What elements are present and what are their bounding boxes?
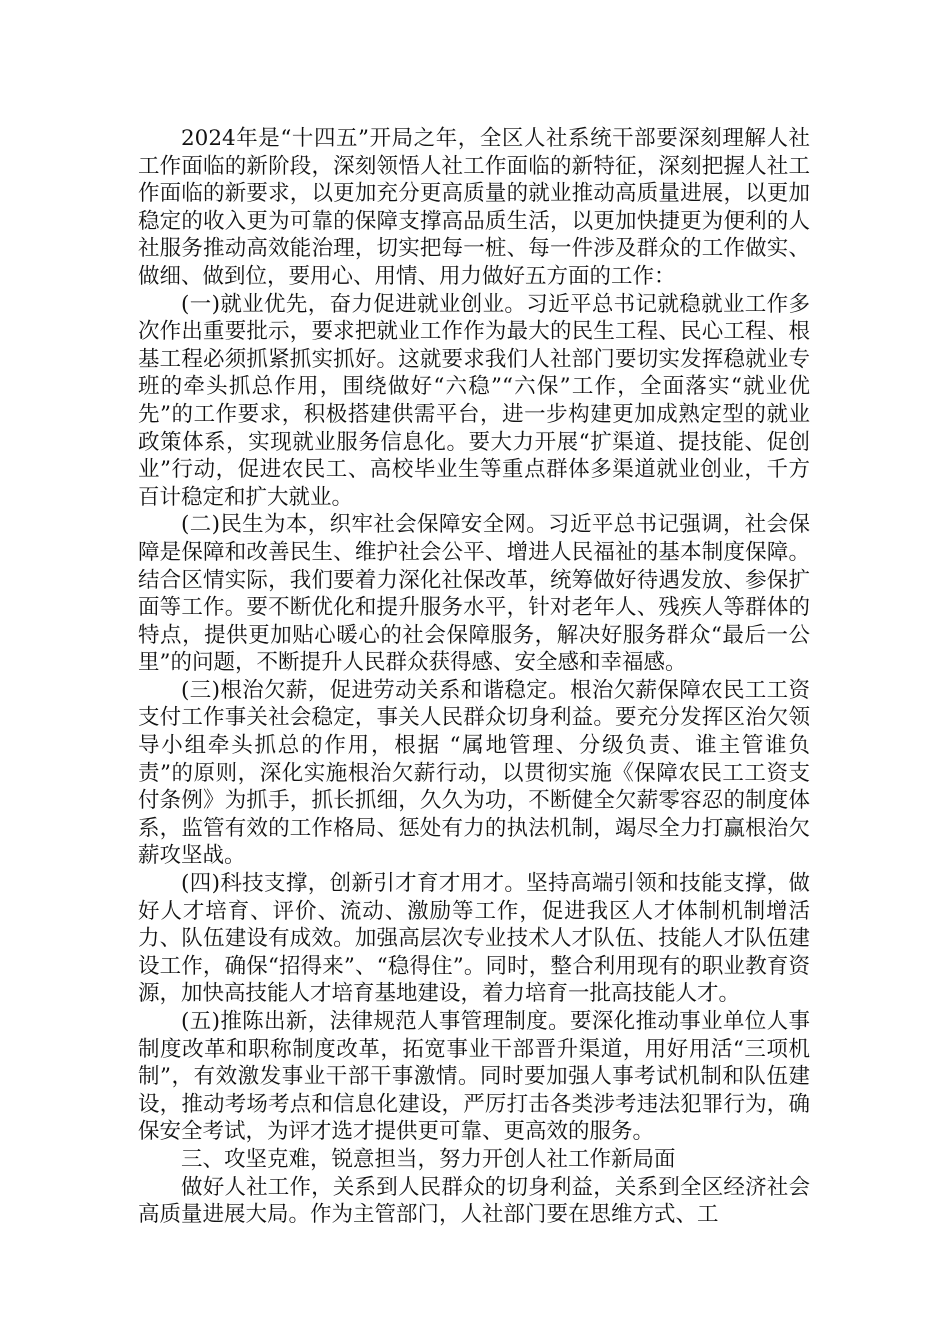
section-wage-arrears-paragraph: (三)根治欠薪，促进劳动关系和谐稳定。根治欠薪保障农民工工资支付工作事关社会稳定，事关人民群众切身利益。要充分发挥区治欠领导小组牵头抓总的作用，根据 “属地管理、分级负责、谁主管谁负责”的原则，深化实施根治欠薪行动，以贯彻实施《保障农民工工资支付条例》为抓手，抓长抓细，久久为功，不断健全欠薪零容忍的制度体系，监管有效的工作格局、惩处有力的执法机制，竭尽全力打赢根治欠薪攻坚战。 — [138, 677, 810, 869]
section-talent-paragraph: (四)科技支撑，创新引才育才用才。坚持高端引领和技能支撑，做好人才培育、评价、流动、激励等工作，促进我区人才体制机制增活力、队伍建设有成效。加强高层次专业技术人才队伍、技能人才队伍建设工作，确保“招得来”、“稳得住”。同时，整合利用现有的职业教育资源，加快高技能人才培育基地建设，着力培育一批高技能人才。 — [138, 871, 810, 1007]
chapter-heading: 三、攻坚克难，锐意担当，努力开创人社工作新局面 — [181, 1146, 676, 1172]
section-social-security-paragraph: (二)民生为本，织牢社会保障安全网。习近平总书记强调，社会保障是保障和改善民生、维护社会公平、增进人民福祉的基本制度保障。结合区情实际，我们要着力深化社保改革，统筹做好待遇发放、参保扩面等工作。要不断优化和提升服务水平，针对老年人、残疾人等群体的特点，提供更加贴心暖心的社会保障服务，解决好服务群众“最后一公里”的问题，不断提升人民群众获得感、安全感和幸福感。 — [138, 512, 810, 676]
section-employment-paragraph: (一)就业优先，奋力促进就业创业。习近平总书记就稳就业工作多次作出重要批示，要求把就业工作作为最大的民生工程、民心工程、根基工程必须抓紧抓实抓好。这就要求我们人社部门要切实发挥稳就业专班的牵头抓总作用，围绕做好“六稳”“六保”工作，全面落实“就业优先”的工作要求，积极搭建供需平台，进一步构建更加成熟定型的就业政策体系，实现就业服务信息化。要大力开展“扩渠道、提技能、促创业”行动，促进农民工、高校毕业生等重点群体多渠道就业创业，千方百计稳定和扩大就业。 — [138, 291, 810, 510]
intro-paragraph: 2024年是“十四五”开局之年，全区人社系统干部要深刻理解人社工作面临的新阶段，深刻领悟人社工作面临的新特征，深刻把握人社工作面临的新要求，以更加充分更高质量的就业推动高质量进展，以更加稳定的收入更为可靠的保障支撑高品质生活，以更加快捷更为便利的人社服务推动高效能治理，切实把每一桩、每一件涉及群众的工作做实、做细、做到位，要用心、用情、用力做好五方面的工作： — [138, 126, 810, 289]
closing-paragraph: 做好人社工作，关系到人民群众的切身利益，关系到全区经济社会高质量进展大局。作为主管部门，人社部门要在思维方式、工 — [138, 1174, 810, 1228]
document-page — [138, 125, 810, 1229]
section-personnel-paragraph: (五)推陈出新，法律规范人事管理制度。要深化推动事业单位人事制度改革和职称制度改革，拓宽事业干部晋升渠道，用好用活“三项机制”，有效激发事业干部干事激情。同时要加强人事考试机制和队伍建设，推动考场考点和信息化建设，严厉打击各类涉考违法犯罪行为，确保安全考试，为评才选才提供更可靠、更高效的服务。 — [138, 1009, 810, 1145]
